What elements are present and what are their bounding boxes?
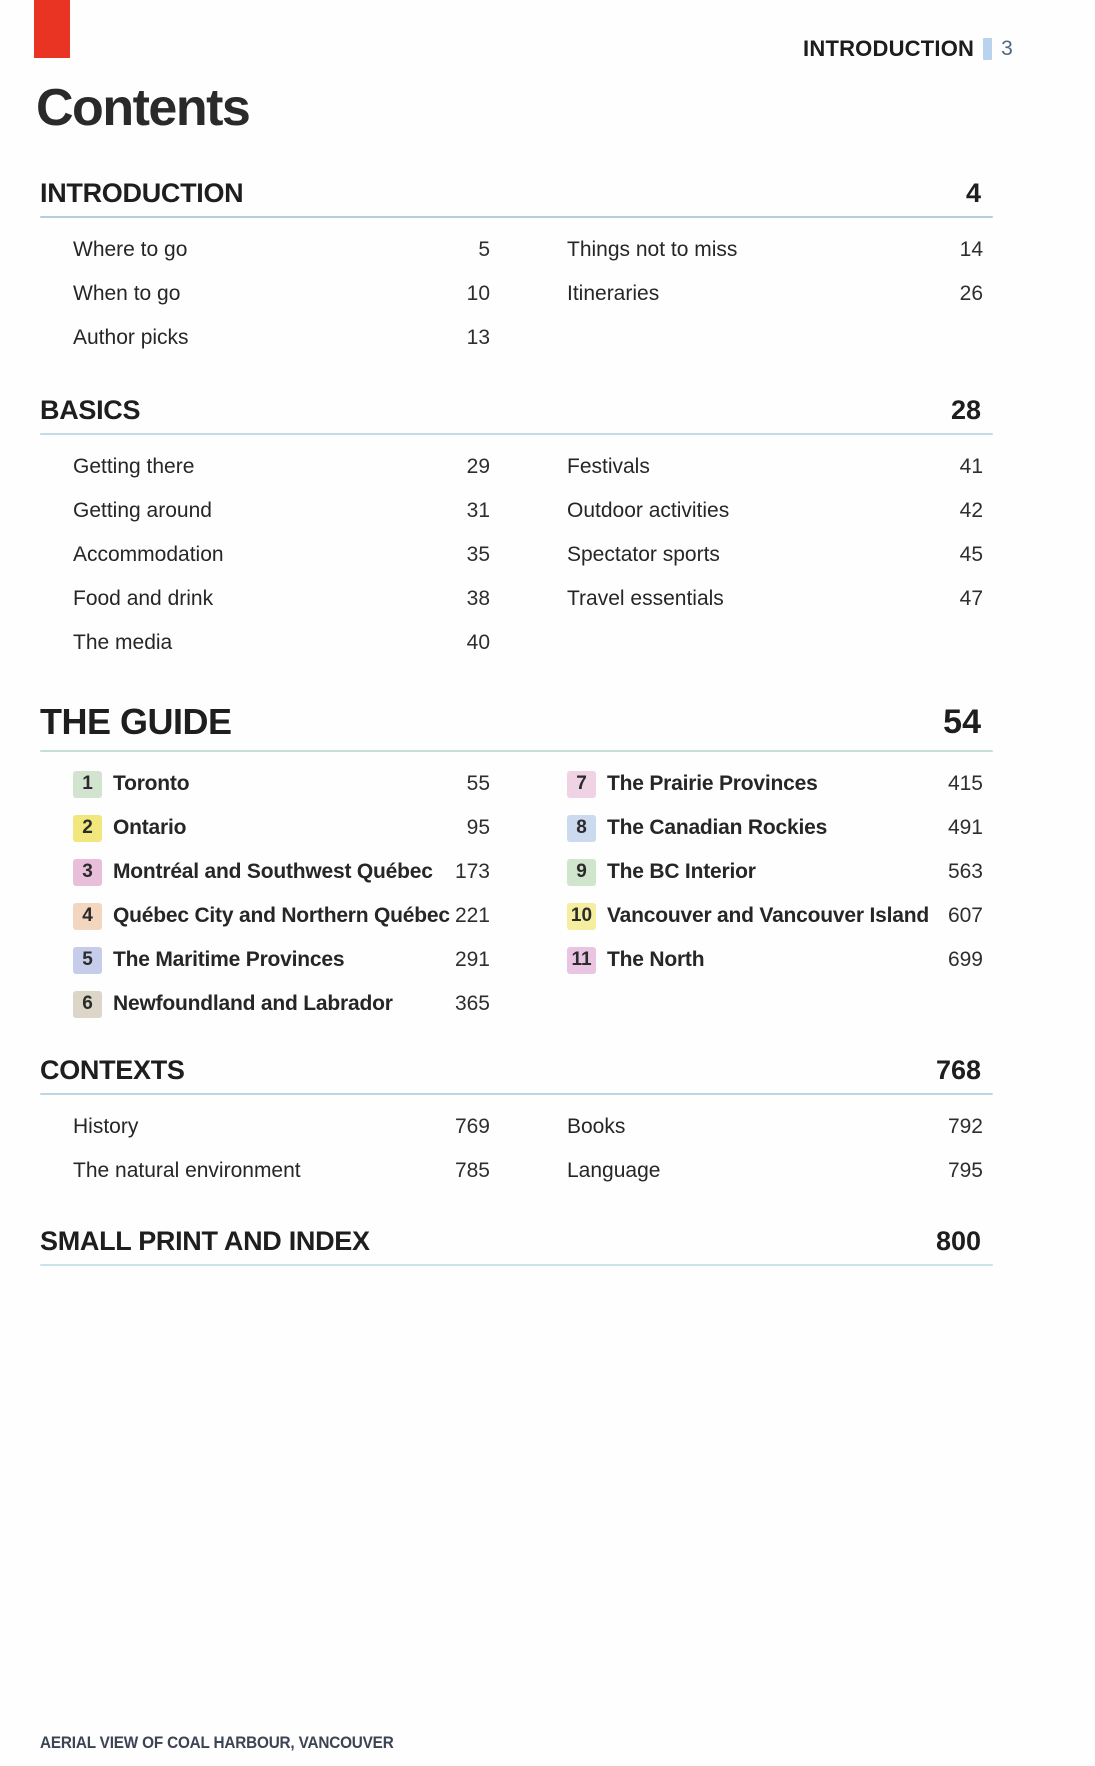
entry-page-number: 365	[454, 992, 490, 1015]
entry-label: Spectator sports	[567, 543, 720, 566]
entry-page-number: 173	[454, 860, 490, 883]
entry-page-number: 41	[959, 455, 983, 478]
section-rule	[40, 750, 993, 752]
toc-column	[567, 228, 993, 360]
section-title: SMALL PRINT AND INDEX	[40, 1226, 370, 1256]
chapter-number-badge: 2	[73, 815, 102, 842]
chapter-number-badge: 9	[567, 859, 596, 886]
toc-section	[40, 1226, 993, 1266]
entry-label: Itineraries	[567, 282, 660, 305]
entry-page-number: 607	[947, 904, 983, 927]
entry-label: Toronto	[113, 772, 190, 795]
toc-entry	[40, 228, 490, 272]
toc-entry	[567, 1105, 993, 1149]
entry-label: The Canadian Rockies	[607, 816, 828, 839]
entry-page-number: 35	[466, 543, 490, 566]
entry-label: Festivals	[567, 455, 650, 478]
section-page-number: 54	[943, 703, 981, 741]
toc-entry	[40, 577, 490, 621]
section-columns	[40, 1105, 993, 1193]
brand-red-tab	[34, 0, 70, 58]
toc-entry	[40, 982, 490, 1026]
entry-page-number: 40	[466, 631, 490, 654]
toc-entry	[567, 228, 993, 272]
entry-label: The BC Interior	[607, 860, 756, 883]
entry-page-number: 31	[466, 499, 490, 522]
toc-entry	[40, 1105, 490, 1149]
entry-page-number: 699	[947, 948, 983, 971]
section-columns	[40, 445, 993, 665]
entry-label: Author picks	[73, 326, 189, 349]
toc-entry	[40, 489, 490, 533]
entry-label: Getting around	[73, 499, 212, 522]
entry-page-number: 291	[454, 948, 490, 971]
toc-entry	[40, 445, 490, 489]
entry-page-number: 38	[466, 587, 490, 610]
section-header	[40, 702, 993, 742]
toc-entry	[40, 806, 490, 850]
chapter-number-badge: 8	[567, 815, 596, 842]
toc-sections	[40, 178, 993, 1266]
chapter-number-badge: 1	[73, 771, 102, 798]
page-title: Contents	[36, 79, 250, 137]
entry-page-number: 769	[454, 1115, 490, 1138]
toc-entry	[40, 272, 490, 316]
toc-entry	[40, 762, 490, 806]
entry-label: Food and drink	[73, 587, 214, 610]
section-title: THE GUIDE	[40, 701, 232, 742]
section-header	[40, 178, 993, 208]
toc-section	[40, 395, 993, 665]
toc-entry	[40, 621, 490, 665]
section-page-number: 800	[935, 1226, 981, 1256]
entry-label: The Maritime Provinces	[113, 948, 345, 971]
toc-entry	[40, 1149, 490, 1193]
entry-page-number: 785	[454, 1159, 490, 1182]
entry-label: Ontario	[113, 816, 187, 839]
chapter-number-badge: 5	[73, 947, 102, 974]
entry-label: Québec City and Northern Québec	[113, 904, 450, 927]
entry-page-number: 47	[959, 587, 983, 610]
chapter-number-badge: 4	[73, 903, 102, 930]
running-header	[803, 36, 1013, 62]
section-header	[40, 395, 993, 425]
entry-label: Travel essentials	[567, 587, 724, 610]
toc-column	[567, 762, 993, 1026]
entry-page-number: 13	[466, 326, 490, 349]
toc-column	[40, 762, 490, 1026]
section-columns	[40, 228, 993, 360]
page-folio-number: 3	[1001, 37, 1013, 60]
running-header-label: INTRODUCTION	[803, 36, 975, 61]
section-header	[40, 1055, 993, 1085]
chapter-number-badge: 3	[73, 859, 102, 886]
entry-page-number: 792	[947, 1115, 983, 1138]
toc-column	[567, 1105, 993, 1193]
entry-page-number: 563	[947, 860, 983, 883]
toc-entry	[40, 533, 490, 577]
entry-label: The North	[607, 948, 705, 971]
toc-entry	[567, 938, 993, 982]
toc-entry	[567, 272, 993, 316]
entry-label: Accommodation	[73, 543, 224, 566]
toc-column	[567, 445, 993, 665]
chapter-number-badge: 7	[567, 771, 596, 798]
toc-entry	[567, 577, 993, 621]
toc-column	[40, 228, 490, 360]
entry-label: Newfoundland and Labrador	[113, 992, 393, 1015]
entry-label: Things not to miss	[567, 238, 738, 261]
entry-page-number: 45	[959, 543, 983, 566]
toc-entry	[567, 806, 993, 850]
toc-entry	[40, 850, 490, 894]
entry-label: Outdoor activities	[567, 499, 730, 522]
header-marker-icon	[983, 38, 992, 60]
entry-page-number: 95	[466, 816, 490, 839]
section-page-number: 4	[965, 178, 981, 208]
toc-entry	[567, 445, 993, 489]
entry-page-number: 10	[466, 282, 490, 305]
entry-page-number: 14	[959, 238, 983, 261]
chapter-number-badge: 6	[73, 991, 102, 1018]
section-page-number: 768	[935, 1055, 981, 1085]
toc-section	[40, 1055, 993, 1193]
section-title: BASICS	[40, 395, 141, 425]
entry-label: Where to go	[73, 238, 188, 261]
entry-page-number: 415	[947, 772, 983, 795]
entry-page-number: 795	[947, 1159, 983, 1182]
toc-entry	[40, 938, 490, 982]
chapter-number-badge: 11	[567, 947, 596, 974]
entry-page-number: 221	[454, 904, 490, 927]
toc-entry	[567, 894, 993, 938]
entry-label: The natural environment	[73, 1159, 301, 1182]
section-rule	[40, 1093, 993, 1095]
section-title: INTRODUCTION	[40, 178, 244, 208]
photo-credit: AERIAL VIEW OF COAL HARBOUR, VANCOUVER	[40, 1733, 394, 1752]
toc-section	[40, 702, 993, 1026]
section-columns	[40, 762, 993, 1026]
toc-entry	[567, 1149, 993, 1193]
toc-entry	[40, 894, 490, 938]
toc-column	[40, 445, 490, 665]
toc-entry	[567, 489, 993, 533]
toc-section	[40, 178, 993, 360]
section-header	[40, 1226, 993, 1256]
entry-label: The Prairie Provinces	[607, 772, 818, 795]
entry-page-number: 26	[959, 282, 983, 305]
entry-label: The media	[73, 631, 173, 654]
toc-column	[40, 1105, 490, 1193]
entry-page-number: 55	[466, 772, 490, 795]
section-rule	[40, 433, 993, 435]
entry-label: Vancouver and Vancouver Island	[607, 904, 929, 927]
entry-label: Montréal and Southwest Québec	[113, 860, 433, 883]
toc-entry	[567, 762, 993, 806]
chapter-number-badge: 10	[567, 903, 596, 930]
toc-entry	[567, 533, 993, 577]
entry-label: Books	[567, 1115, 626, 1138]
entry-label: Getting there	[73, 455, 195, 478]
entry-page-number: 5	[478, 238, 490, 261]
entry-page-number: 491	[947, 816, 983, 839]
entry-label: When to go	[73, 282, 181, 305]
entry-page-number: 42	[959, 499, 983, 522]
section-title: CONTEXTS	[40, 1055, 185, 1085]
toc-entry	[40, 316, 490, 360]
section-rule	[40, 1264, 993, 1266]
entry-page-number: 29	[466, 455, 490, 478]
entry-label: History	[73, 1115, 139, 1138]
section-page-number: 28	[950, 395, 981, 425]
toc-entry	[567, 850, 993, 894]
section-rule	[40, 216, 993, 218]
entry-label: Language	[567, 1159, 661, 1182]
